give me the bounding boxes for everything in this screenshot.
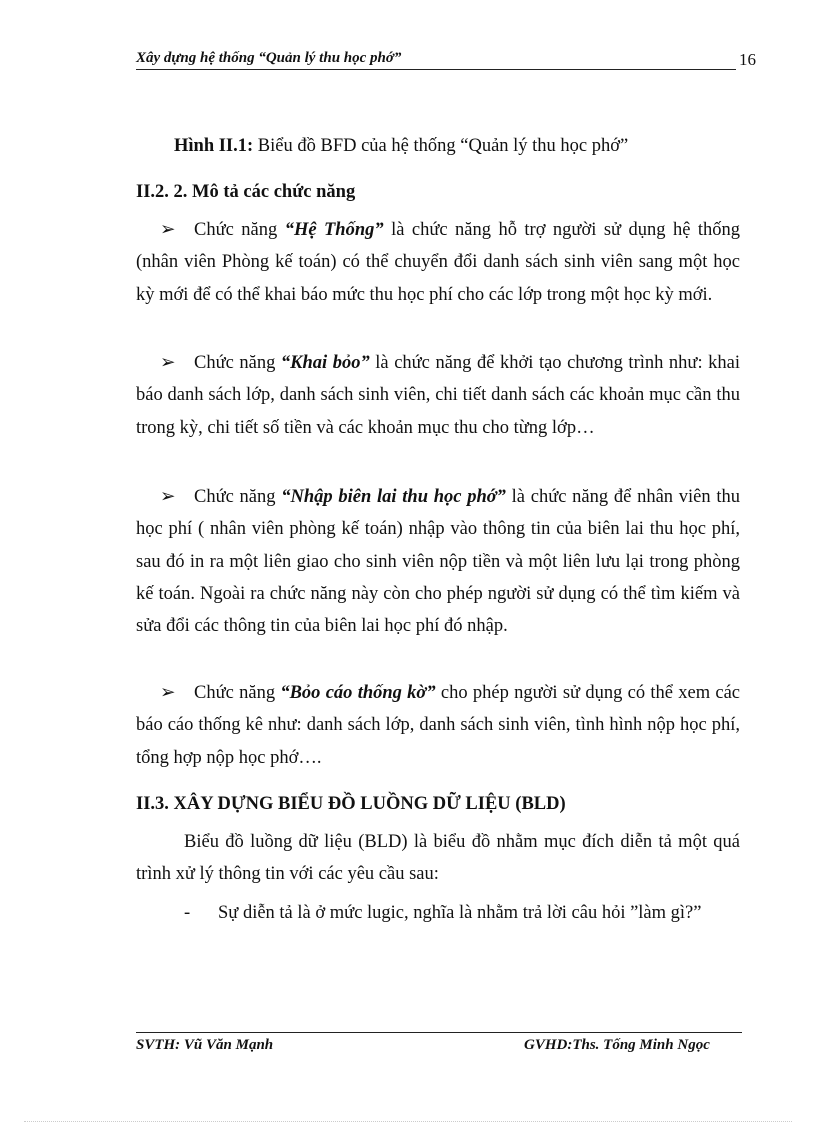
section-intro: Biểu đồ luồng dữ liệu (BLD) là biểu đồ nhằm mục đích diễn tả một quá trình xử lý thông tin với các yêu cầu sau: xyxy=(136,832,740,885)
footer-divider xyxy=(136,1032,742,1033)
list-item xyxy=(136,214,740,311)
item-description: là chức năng để nhân viên thu học phí ( nhân viên phòng kế toán) nhập vào thông tin của biên lai thu học phí, sau đó in ra một liên giao cho sinh viên nộp tiền và một liên lưu lại trong phòng kế toán. Ngoài ra chức năng này còn cho phép người sử dụng có thể tìm kiếm và sửa đổi các thông tin của biên lai học phí đó nhập. xyxy=(136,487,740,637)
header-title: Xây dựng hệ thống “Quản lý thu học phớ” xyxy=(136,50,402,66)
item-prefix: Chức năng xyxy=(194,683,281,703)
footer-supervisor: GVHD:Ths. Tống Minh Ngọc xyxy=(524,1037,710,1053)
list-item xyxy=(136,347,740,444)
bullet-arrow-icon: ➢ xyxy=(160,683,176,703)
section-heading-2-3: II.3. XÂY DỰNG BIỂU ĐỒ LUỒNG DỮ LIỆU (BLD) xyxy=(136,794,566,814)
page-bottom-edge xyxy=(24,1121,792,1122)
item-prefix: Chức năng xyxy=(194,487,282,507)
footer-student: SVTH: Vũ Văn Mạnh xyxy=(136,1037,274,1053)
header-divider xyxy=(136,69,736,70)
item-description: là chức năng hỗ trợ người sử dụng hệ thống (nhân viên Phòng kế toán) có thể chuyển đổi danh sách sinh viên sang một học kỳ mới để có thể khai báo mức thu học phí cho các lớp trong một học kỳ mới. xyxy=(136,220,741,305)
list-item xyxy=(136,897,740,929)
function-name: “Nhập biên lai thu học phớ” xyxy=(281,487,506,507)
bullet-arrow-icon: ➢ xyxy=(160,220,176,240)
item-description: Sự diễn tả là ở mức lugic, nghĩa là nhằm trả lời câu hỏi ”làm gì?” xyxy=(218,903,702,923)
item-description: là chức năng để khởi tạo chương trình như: khai báo danh sách lớp, danh sách sinh viên, chi tiết danh sách các khoản mục cần thu trong kỳ, chi tiết số tiền và các khoản mục thu cho từng lớp… xyxy=(136,353,740,438)
function-name: “Bỏo cáo thống kờ” xyxy=(280,683,436,703)
item-prefix: Chức năng xyxy=(194,353,281,373)
list-item xyxy=(136,481,740,642)
bullet-arrow-icon: ➢ xyxy=(160,353,176,373)
figure-caption-text: Biểu đồ BFD của hệ thống “Quản lý thu học phớ” xyxy=(253,136,629,156)
list-item xyxy=(136,677,740,774)
section-heading-2-2: II.2. 2. Mô tả các chức năng xyxy=(136,182,356,202)
item-description: cho phép người sử dụng có thể xem các báo cáo thống kê như: danh sách lớp, danh sách sinh viên, tình hình nộp học phí, tổng hợp nộp học phớ…. xyxy=(136,683,740,768)
item-prefix: Chức năng xyxy=(194,220,285,240)
page-number: 16 xyxy=(739,50,756,69)
dash-bullet: - xyxy=(184,903,191,923)
figure-caption xyxy=(174,136,734,157)
figure-caption-label: Hình II.1: xyxy=(174,136,254,156)
function-name: “Khai bỏo” xyxy=(280,353,370,373)
function-name: “Hệ Thống” xyxy=(284,220,384,240)
bullet-arrow-icon: ➢ xyxy=(160,487,176,507)
